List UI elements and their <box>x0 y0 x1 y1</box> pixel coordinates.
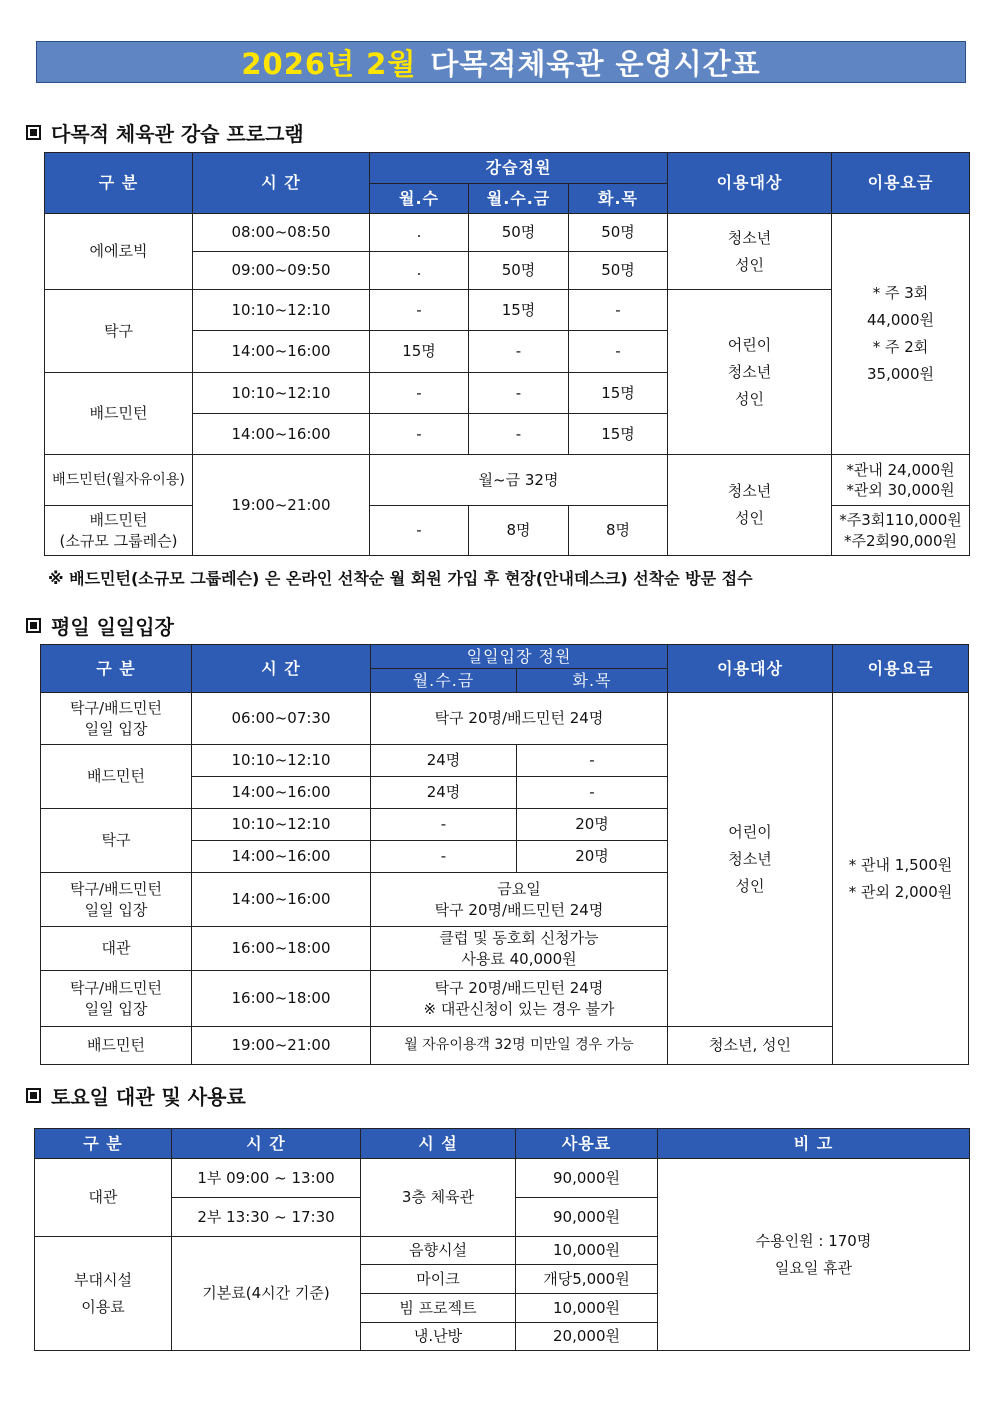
time-cell: 14:00~16:00 <box>192 873 371 927</box>
fee-cell: 개당5,000원 <box>516 1265 658 1294</box>
row-label-badminton: 배드민턴 <box>45 373 193 455</box>
capacity-cell: - <box>370 290 469 331</box>
header-facility: 시 설 <box>361 1129 516 1159</box>
title-highlight: 2026년 2월 <box>241 46 417 81</box>
header-category: 구 분 <box>35 1129 172 1159</box>
header-target: 이용대상 <box>668 153 832 214</box>
section1-note: ※ 배드민턴(소규모 그룹레슨) 은 온라인 선착순 월 회원 가입 후 현장(안내데스크) 선착순 방문 접수 <box>48 569 753 588</box>
square-bullet-icon <box>26 125 41 140</box>
capacity-cell: 50명 <box>469 252 569 290</box>
time-cell: 10:10~12:10 <box>192 809 371 841</box>
time-cell: 08:00~08:50 <box>193 214 370 252</box>
row-label-badminton-free: 배드민턴(월자유이용) <box>45 455 193 506</box>
header-mon-wed: 월.수 <box>370 184 469 214</box>
capacity-cell: - <box>569 331 668 373</box>
target-cell: 청소년, 성인 <box>668 1027 833 1065</box>
fee-cell: 90,000원 <box>516 1198 658 1237</box>
capacity-cell: 50명 <box>469 214 569 252</box>
capacity-cell: - <box>569 290 668 331</box>
capacity-cell: 50명 <box>569 214 668 252</box>
time-cell: 1부 09:00 ~ 13:00 <box>172 1159 361 1198</box>
facility-cell: 냉.난방 <box>361 1323 516 1351</box>
row-label-daily-entry: 탁구/배드민턴 일일 입장 <box>41 693 192 745</box>
capacity-cell: 20명 <box>517 841 668 873</box>
header-fee: 이용요금 <box>833 645 969 693</box>
page-title <box>36 41 966 83</box>
header-time: 시 간 <box>172 1129 361 1159</box>
header-tue-thu: 화.목 <box>569 184 668 214</box>
square-bullet-icon <box>26 618 41 633</box>
facility-cell: 3층 체육관 <box>361 1159 516 1237</box>
time-cell: 09:00~09:50 <box>193 252 370 290</box>
row-label-badminton: 배드민턴 <box>41 1027 192 1065</box>
square-bullet-icon <box>26 1088 41 1103</box>
facility-cell: 마이크 <box>361 1265 516 1294</box>
row-label-rental: 대관 <box>35 1159 172 1237</box>
time-cell: 14:00~16:00 <box>192 841 371 873</box>
capacity-cell: - <box>469 414 569 455</box>
section1-heading: 다목적 체육관 강습 프로그램 <box>26 118 304 147</box>
remark-cell: 수용인원 : 170명 일요일 휴관 <box>658 1159 970 1351</box>
capacity-cell: 15명 <box>469 290 569 331</box>
capacity-cell: - <box>469 331 569 373</box>
capacity-cell: 20명 <box>517 809 668 841</box>
row-label-pingpong: 탁구 <box>41 809 192 873</box>
target-cell: 어린이 청소년 성인 <box>668 693 833 1027</box>
capacity-cell: - <box>370 373 469 414</box>
capacity-cell: - <box>370 506 469 556</box>
header-time: 시 간 <box>193 153 370 214</box>
fee-cell-group: *주3회110,000원 *주2회90,000원 <box>832 506 970 556</box>
capacity-cell: . <box>370 214 469 252</box>
time-cell: 10:10~12:10 <box>192 745 371 777</box>
capacity-cell: 금요일 탁구 20명/배드민턴 24명 <box>371 873 668 927</box>
capacity-cell: - <box>469 373 569 414</box>
time-cell: 14:00~16:00 <box>193 331 370 373</box>
header-remark: 비 고 <box>658 1129 970 1159</box>
row-label-daily-entry: 탁구/배드민턴 일일 입장 <box>41 971 192 1027</box>
capacity-cell: - <box>370 414 469 455</box>
capacity-cell: - <box>517 745 668 777</box>
capacity-cell: 탁구 20명/배드민턴 24명 <box>371 693 668 745</box>
time-cell: 16:00~18:00 <box>192 971 371 1027</box>
header-fee: 사용료 <box>516 1129 658 1159</box>
header-mon-wed-fri: 월.수.금 <box>469 184 569 214</box>
row-label-rental: 대관 <box>41 927 192 971</box>
facility-cell: 음향시설 <box>361 1237 516 1265</box>
capacity-cell: 15명 <box>569 414 668 455</box>
header-tt: 화.목 <box>517 669 668 693</box>
capacity-cell: 50명 <box>569 252 668 290</box>
daily-entry-table <box>40 644 969 1065</box>
fee-cell-free: *관내 24,000원 *관외 30,000원 <box>832 455 970 506</box>
saturday-rental-table <box>34 1128 970 1351</box>
header-fee: 이용요금 <box>832 153 970 214</box>
facility-cell: 빔 프로젝트 <box>361 1294 516 1323</box>
row-label-extra: 부대시설 이용료 <box>35 1237 172 1351</box>
capacity-cell: 월 자유이용객 32명 미만일 경우 가능 <box>371 1027 668 1065</box>
fee-cell-main: * 주 3회 44,000원 * 주 2회 35,000원 <box>832 214 970 455</box>
section3-heading: 토요일 대관 및 사용료 <box>26 1081 246 1110</box>
row-label-aerobic: 에에로빅 <box>45 214 193 290</box>
time-cell: 2부 13:30 ~ 17:30 <box>172 1198 361 1237</box>
capacity-cell: 15명 <box>370 331 469 373</box>
capacity-cell: 탁구 20명/배드민턴 24명 ※ 대관신청이 있는 경우 불가 <box>371 971 668 1027</box>
row-label-badminton: 배드민턴 <box>41 745 192 809</box>
header-category: 구 분 <box>45 153 193 214</box>
time-cell: 10:10~12:10 <box>193 373 370 414</box>
capacity-cell: 15명 <box>569 373 668 414</box>
capacity-cell: 24명 <box>371 777 517 809</box>
capacity-cell: - <box>517 777 668 809</box>
target-cell-evening: 청소년 성인 <box>668 455 832 556</box>
time-cell: 기본료(4시간 기준) <box>172 1237 361 1351</box>
header-time: 시 간 <box>192 645 371 693</box>
row-label-badminton-group: 배드민턴 (소규모 그룹레슨) <box>45 506 193 556</box>
capacity-cell: 24명 <box>371 745 517 777</box>
target-cell-aerobic: 청소년 성인 <box>668 214 832 290</box>
section2-heading: 평일 일일입장 <box>26 611 174 640</box>
time-cell: 16:00~18:00 <box>192 927 371 971</box>
time-cell: 06:00~07:30 <box>192 693 371 745</box>
fee-cell: 10,000원 <box>516 1237 658 1265</box>
row-label-pingpong: 탁구 <box>45 290 193 373</box>
target-cell-mid: 어린이 청소년 성인 <box>668 290 832 455</box>
fee-cell: * 관내 1,500원 * 관외 2,000원 <box>833 693 969 1065</box>
time-cell: 19:00~21:00 <box>192 1027 371 1065</box>
capacity-cell: 8명 <box>469 506 569 556</box>
header-capacity: 강습정원 <box>370 153 668 184</box>
capacity-cell: 클럽 및 동호회 신청가능 사용료 40,000원 <box>371 927 668 971</box>
fee-cell: 10,000원 <box>516 1294 658 1323</box>
header-capacity: 일일입장 정원 <box>371 645 668 669</box>
lesson-program-table <box>44 152 970 556</box>
time-cell-evening: 19:00~21:00 <box>193 455 370 556</box>
capacity-cell-free: 월~금 32명 <box>370 455 668 506</box>
header-target: 이용대상 <box>668 645 833 693</box>
capacity-cell: - <box>371 841 517 873</box>
time-cell: 14:00~16:00 <box>193 414 370 455</box>
time-cell: 14:00~16:00 <box>192 777 371 809</box>
row-label-daily-entry: 탁구/배드민턴 일일 입장 <box>41 873 192 927</box>
fee-cell: 90,000원 <box>516 1159 658 1198</box>
capacity-cell: - <box>371 809 517 841</box>
header-category: 구 분 <box>41 645 192 693</box>
capacity-cell: 8명 <box>569 506 668 556</box>
title-rest: 다목적체육관 운영시간표 <box>430 46 761 81</box>
header-mwf: 월.수.금 <box>371 669 517 693</box>
time-cell: 10:10~12:10 <box>193 290 370 331</box>
fee-cell: 20,000원 <box>516 1323 658 1351</box>
capacity-cell: . <box>370 252 469 290</box>
